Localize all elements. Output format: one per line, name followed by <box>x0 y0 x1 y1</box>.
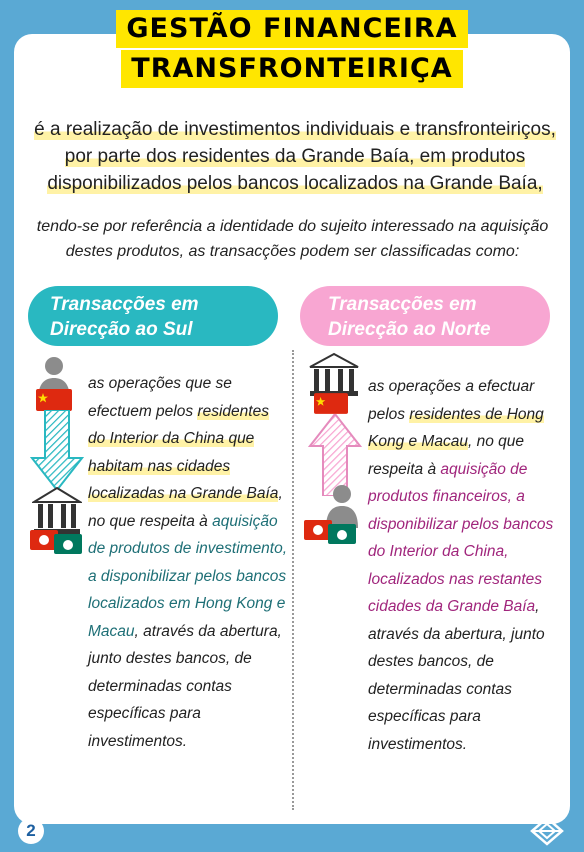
north-heading <box>300 286 550 346</box>
intro-line-1: é a realização de investimentos individuais e transfronteiriços, <box>34 119 556 140</box>
page-number: 2 <box>18 818 44 844</box>
north-heading-line-1: Transacções em <box>328 294 477 315</box>
macau-flag-icon-north <box>328 524 356 544</box>
north-heading-line-2: Direcção ao Norte <box>328 319 491 340</box>
south-text-highlight: residentes do Interior da China que habitam nas cidades localizadas na Grande Baía <box>88 402 279 502</box>
subtitle-text <box>20 214 565 264</box>
bank-hk-macau-icon <box>32 486 82 536</box>
north-text-5: , através da abertura, junto destes bancos, de determinadas contas específicas para investimentos. <box>368 598 545 753</box>
south-text-1: as operações que se efectuem pelos <box>88 375 232 420</box>
title-line-1: GESTÃO FINANCEIRA <box>116 10 467 48</box>
subtitle-line-1: tendo-se por referência a identidade do sujeito interessado na aquisição <box>36 218 549 235</box>
north-text-colored: aquisição de produtos financeiros, a disponibilizar pelos bancos do Interior da China, localizados nas restantes cidades da Grande Baía <box>368 460 554 615</box>
china-flag-icon <box>36 389 72 411</box>
south-heading-line-1: Transacções em <box>50 294 199 315</box>
intro-text <box>30 116 560 197</box>
title-line-2: TRANSFRONTEIRIÇA <box>121 50 462 88</box>
south-heading-line-2: Direcção ao Sul <box>50 319 193 340</box>
south-description <box>88 370 288 755</box>
south-text-colored: aquisição de produtos de investimento, a disponibilizar pelos bancos localizados em Hong Kong e Macau <box>88 512 288 640</box>
intro-line-3: disponibilizados pelos bancos localizados na Grande Baía, <box>47 173 543 194</box>
china-flag-icon-north <box>314 393 348 414</box>
column-divider <box>292 350 294 810</box>
arrow-down-icon <box>30 410 84 492</box>
south-heading <box>28 286 278 346</box>
brand-logo-icon <box>530 816 564 846</box>
north-text-1: as operações a efectuar pelos <box>368 378 535 423</box>
north-description <box>368 373 568 758</box>
south-text-3: , no que respeita à <box>88 485 283 530</box>
bank-mainland-icon <box>308 352 360 398</box>
page-title <box>0 10 584 88</box>
intro-line-2: por parte dos residentes da Grande Baía, em produtos <box>64 146 526 167</box>
macau-flag-icon <box>54 534 82 554</box>
north-text-3: , no que respeita à <box>368 433 524 478</box>
south-text-5: , através da abertura, junto destes bancos, de determinadas contas específicas para investimentos. <box>88 622 282 750</box>
subtitle-line-2: destes produtos, as transacções podem ser classificadas como: <box>65 243 520 260</box>
north-text-highlight: residentes de Hong Kong e Macau <box>368 405 544 450</box>
